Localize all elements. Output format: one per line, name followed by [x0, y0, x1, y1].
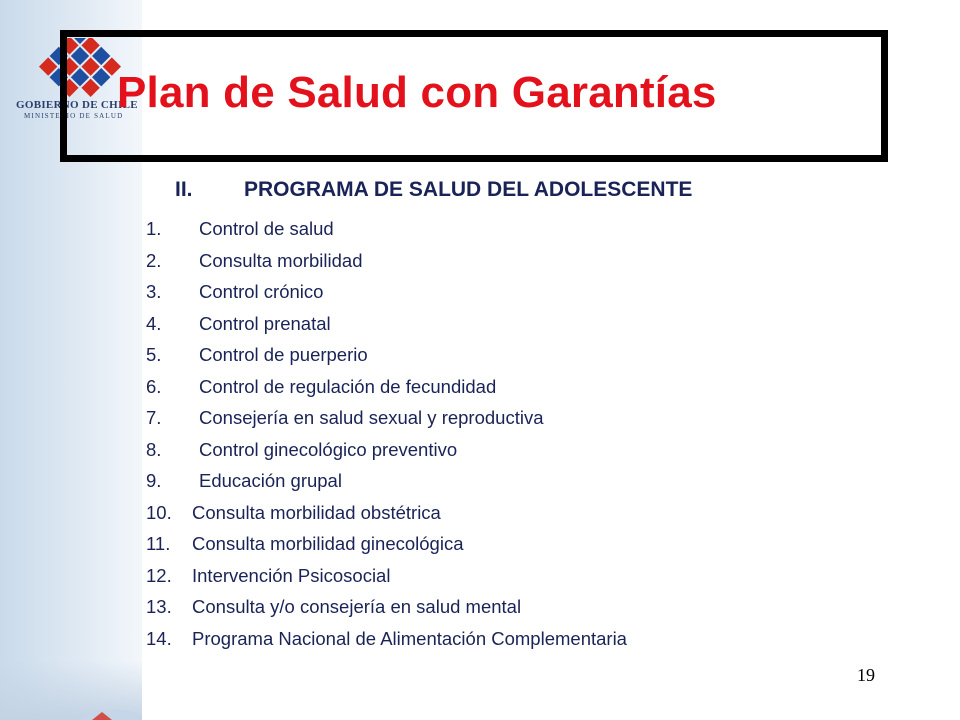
list-item: [0, 245, 960, 277]
list-item-text: Programa Nacional de Alimentación Complementaria: [192, 627, 627, 649]
list-item: [0, 276, 960, 308]
list-item: [0, 371, 960, 403]
program-list: [0, 213, 960, 654]
list-item-number: 5.: [146, 344, 162, 365]
list-item: [0, 560, 960, 592]
list-item: [0, 402, 960, 434]
list-item: [0, 623, 960, 655]
list-item: [0, 434, 960, 466]
list-item-text: Consulta y/o consejería en salud mental: [192, 596, 522, 617]
list-item-number: 1.: [146, 218, 162, 239]
list-item: [0, 339, 960, 371]
list-item: [0, 497, 960, 529]
list-item-text: Control crónico: [199, 281, 324, 302]
list-item-number: 8.: [146, 438, 162, 460]
logo-line-gobierno: GOBIERNO DE CHILE: [16, 99, 138, 111]
list-item-number: 11.: [146, 533, 171, 554]
list-item: [0, 213, 960, 245]
list-item-number: 3.: [146, 281, 162, 302]
list-item-text: Consulta morbilidad obstétrica: [192, 501, 441, 523]
page-title: Plan de Salud con Garantías: [117, 68, 717, 117]
corner-decoration-icon: [78, 700, 138, 720]
list-item: [0, 528, 960, 560]
list-item-number: 9.: [146, 470, 162, 491]
list-item: [0, 591, 960, 623]
list-item: [0, 465, 960, 497]
list-item-text: Control prenatal: [199, 312, 331, 334]
list-item-text: Intervención Psicosocial: [192, 564, 391, 586]
list-item-number: 7.: [146, 407, 162, 428]
list-item-number: 10.: [146, 501, 172, 523]
list-item-text: Control ginecológico preventivo: [199, 438, 458, 460]
logo-line-ministerio: MINISTERIO DE SALUD: [24, 112, 124, 120]
list-item-number: 4.: [146, 312, 162, 334]
list-item-text: Control de regulación de fecundidad: [199, 375, 497, 397]
list-item-text: Consulta morbilidad: [199, 249, 363, 271]
list-item: [0, 308, 960, 340]
list-item-number: 13.: [146, 596, 172, 617]
section-number: II.: [175, 178, 193, 201]
list-item-text: Control de puerperio: [199, 344, 368, 365]
page-number: 19: [857, 665, 875, 685]
list-item-text: Control de salud: [199, 218, 334, 239]
list-item-text: Educación grupal: [199, 470, 342, 491]
list-item-number: 14.: [146, 627, 172, 649]
list-item-number: 2.: [146, 249, 162, 271]
list-item-text: Consejería en salud sexual y reproductiva: [199, 407, 544, 428]
list-item-text: Consulta morbilidad ginecológica: [192, 533, 464, 554]
list-item-number: 6.: [146, 375, 162, 397]
list-item-number: 12.: [146, 564, 172, 586]
section-heading-text: PROGRAMA DE SALUD DEL ADOLESCENTE: [244, 178, 693, 201]
